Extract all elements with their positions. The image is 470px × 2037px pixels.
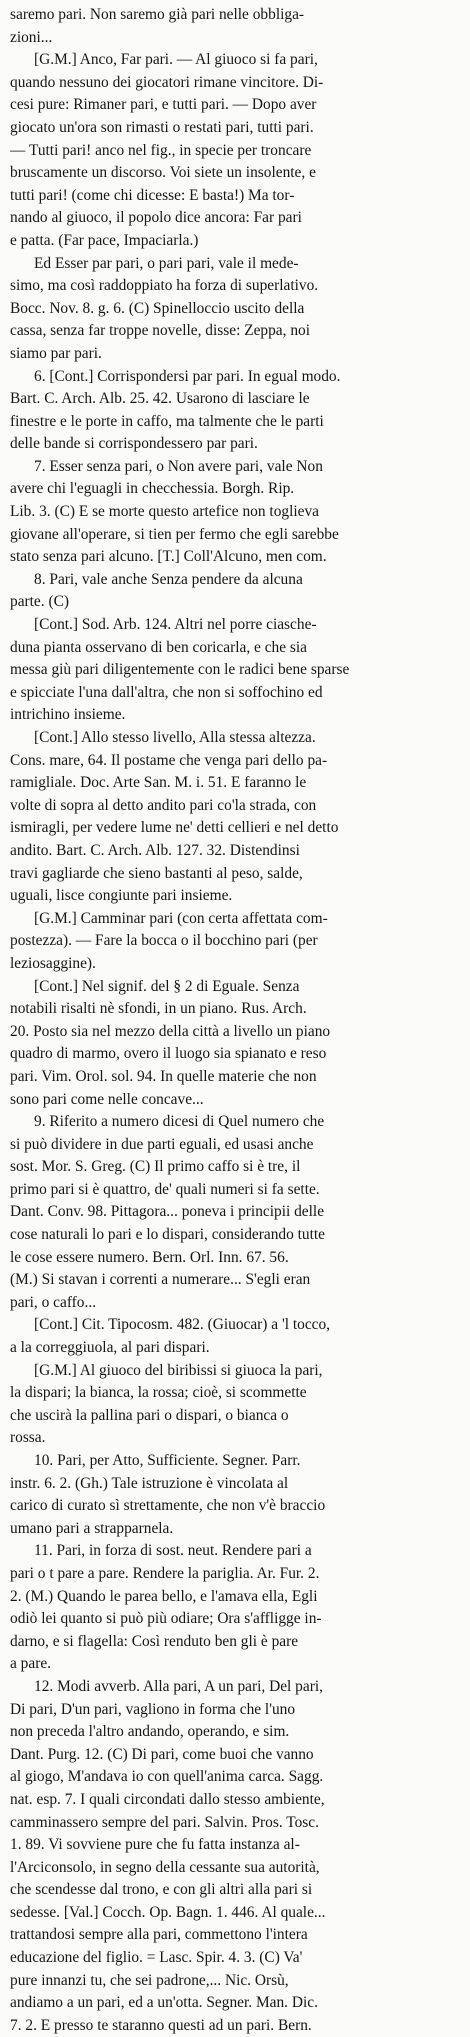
text-line: darno, e si flagella: Così renduto ben gli è pare [10,1632,299,1650]
text-line: 9. Riferito a numero dicesi di Quel numero che [34,1113,325,1131]
text-line: umano pari a strapparnela. [10,1519,174,1537]
text-line: nando al giuoco, il popolo dice ancora: Far pari [10,209,302,227]
text-line: che uscirà la pallina pari o dispari, o bianca o [10,1406,289,1424]
text-line: Cons. mare, 64. Il postame che venga pari dello pa- [10,751,328,769]
text-line: uguali, lisce congiunte pari insieme. [10,887,233,905]
text-line: 2. (M.) Quando le parea bello, e l'amava ella, Egli [10,1587,318,1605]
text-line: Bocc. Nov. 8. g. 6. (C) Spinelloccio uscito della [10,299,305,317]
text-line: cesi pure: Rimaner pari, e tutti pari. — Dopo aver [10,96,317,114]
text-line: saremo pari. Non saremo già pari nelle obbliga- [10,6,305,23]
text-line: avere chi l'eguagli in checchessia. Borgh. Rip. [10,480,295,498]
text-line: 8. Pari, vale anche Senza pendere da alcuna [34,570,303,588]
text-line: giocato un'ora son rimasti o restati pari, tutti pari. [10,118,314,136]
text-line: 12. Modi avverb. Alla pari, A un pari, Del pari, [34,1677,323,1695]
text-line: leziosaggine). [10,954,96,972]
text-line: tutti pari! (come chi dicesse: E basta!) Ma tor- [10,186,295,204]
text-line: volte di sopra al detto andito pari co'la strada, con [10,796,317,814]
text-line: stato senza pari alcuno. [T.] Coll'Alcuno, men com. [10,548,327,566]
text-line: 11. Pari, in forza di sost. neut. Rendere pari a [34,1542,312,1560]
text-line: duna pianta osservano di ben coricarla, e che sia [10,638,307,656]
text-line: pari, o caffo... [10,1293,97,1311]
text-line: rossa. [10,1429,46,1447]
text-line: 1. 89. Vi sovviene pure che fu fatta instanza al- [10,1836,300,1854]
text-line: le cose essere numero. Bern. Orl. Inn. 67. 56. [10,1248,289,1266]
text-line: si può dividere in due parti eguali, ed usasi anche [10,1135,314,1153]
text-line: quando nessuno dei giocatori rimane vincitore. Di- [10,73,324,91]
text-line: cose naturali lo pari e lo dispari, considerando tutte [10,1226,325,1244]
text-line: travi gagliarde che sieno bastanti al peso, salde, [10,864,303,882]
text-line: 10. Pari, per Atto, Sufficiente. Segner. Parr. [34,1452,301,1469]
text-line: nat. esp. 7. I quali circondati dallo stesso ambiente, [10,1790,325,1808]
text-line: Dant. Conv. 98. Pittagora... poneva i principii delle [10,1203,325,1221]
text-line: e patta. (Far pace, Impaciarla.) [10,231,199,249]
text-line: carico di curato sì strettamente, che non v'è braccio [10,1497,326,1515]
text-line: ramigliale. Doc. Arte San. M. i. 51. E faranno le [10,774,307,792]
text-line: andiamo a un pari, ed a un'otta. Segner. Man. Dic. [10,1994,318,2012]
text-line: Lib. 3. (C) E se morte questo artefice non toglieva [10,503,320,521]
text-line: che scendesse dal trono, e con gli altri alla pari si [10,1881,313,1899]
text-line: Di pari, D'un pari, vagliono in forma che l'uno [10,1700,296,1718]
text-line: camminassero sempre del pari. Salvin. Pros. Tosc. [10,1813,319,1831]
text-line: andito. Bart. C. Arch. Alb. 127. 32. Distendinsi [10,841,300,859]
text-line: a pare. [10,1655,52,1673]
text-line: e spicciate l'una dall'altra, che non si soffochino ed [10,683,323,701]
text-line: la dispari; la bianca, la rossa; cioè, si scommette [10,1384,307,1402]
text-line: l'Arciconsolo, in segno della cessante sua autorità, [10,1858,320,1876]
text-line: intrichino insieme. [10,706,126,724]
text-line: — Tutti pari! anco nel fig., in specie per troncare [10,141,312,159]
text-line: sedesse. [Val.] Cocch. Op. Bagn. 1. 446. Al quale... [10,1903,326,1921]
text-line: instr. 6. 2. (Gh.) Tale istruzione è vincolata al [10,1474,289,1492]
text-line: sost. Mor. S. Greg. (C) Il primo caffo si è tre, il [10,1158,301,1176]
text-line: [G.M.] Camminar pari (con certa affettata com- [34,909,328,927]
text-line: 7. 2. E presso te staranno questi ad un pari. Bern. [10,2016,312,2034]
text-line: 6. [Cont.] Corrispondersi par pari. In egual modo. [34,367,341,385]
text-line: odiò lei quanto si può più odiare; Ora s'affligge in- [10,1610,322,1628]
text-line: [Cont.] Allo stesso livello, Alla stessa altezza. [34,729,316,746]
text-line: giovane all'operare, si tien per fermo che egli sarebbe [10,525,339,543]
text-line: pari o t pare a pare. Rendere la pariglia. Ar. Fur. 2. [10,1564,320,1582]
text-line: [Cont.] Cit. Tipocosm. 482. (Giuocar) a 'l tocco, [34,1316,331,1334]
text-line: [Cont.] Nel signif. del § 2 di Eguale. Senza [34,977,300,995]
text-line: trattandosi sempre alla pari, commettono l'intera [10,1926,308,1944]
text-line: Dant. Purg. 12. (C) Di pari, come buoi che vanno [10,1745,314,1763]
text-line: pure innanzi tu, che sei padrone,... Nic. Orsù, [10,1971,289,1989]
text-line: messa giù pari diligentemente con le radici bene sparse [10,661,350,679]
text-line: finestre e le porte in caffo, ma talmente che le parti [10,412,324,430]
text-line: 20. Posto sia nel mezzo della città a livello un piano [10,1022,331,1040]
text-line: Bart. C. Arch. Alb. 25. 42. Usarono di lasciare le [10,390,310,408]
text-line: bruscamente un discorso. Voi siete un insolente, e [10,164,316,182]
text-line: (M.) Si stavan i correnti a numerare... S'egli eran [10,1271,311,1289]
text-line: primo pari si è quattro, de' quali numeri si fa sette. [10,1180,320,1198]
text-line: delle bande si corrispondessero par pari. [10,435,258,453]
text-line: parte. (C) [10,593,69,611]
text-line: quadro di marmo, overo il luogo sia spianato e reso [10,1045,327,1063]
text-line: a la correggiuola, al pari dispari. [10,1339,210,1357]
text-line: siamo par pari. [10,344,102,362]
text-line: [Cont.] Sod. Arb. 124. Altri nel porre ciasche- [34,616,317,634]
text-line: [G.M.] Anco, Far pari. — Al giuoco si fa pari, [34,51,318,69]
text-line: 7. Esser senza pari, o Non avere pari, vale Non [34,457,323,475]
text-line: al giogo, M'andava io con quell'anima carca. Sagg. [10,1768,324,1786]
text-line: Ed Esser par pari, o pari pari, vale il mede- [34,254,299,272]
text-line: cassa, senza far troppe novelle, disse: Zeppa, noi [10,322,311,340]
text-line: non preceda l'altro andando, operando, e sim. [10,1723,290,1741]
text-line: pari. Vim. Orol. sol. 94. In quelle materie che non [10,1067,317,1085]
text-line: postezza). — Fare la bocca o il bocchino pari (per [10,932,318,950]
text-line: educazione del figlio. = Lasc. Spir. 4. 3. (C) Va' [10,1949,303,1967]
text-line: notabili risalti nè sfondi, in un piano. Rus. Arch. [10,1000,307,1018]
text-line: simo, ma così raddoppiato ha forza di superlativo. [10,277,319,295]
text-line: ismiragli, per vedere lume ne' detti cellieri e nel detto [10,819,339,837]
text-line: [G.M.] Al giuoco del biribissi si giuoca la pari, [34,1361,323,1379]
text-line: zioni... [10,28,53,46]
text-line: sono pari come nelle concave... [10,1090,204,1108]
